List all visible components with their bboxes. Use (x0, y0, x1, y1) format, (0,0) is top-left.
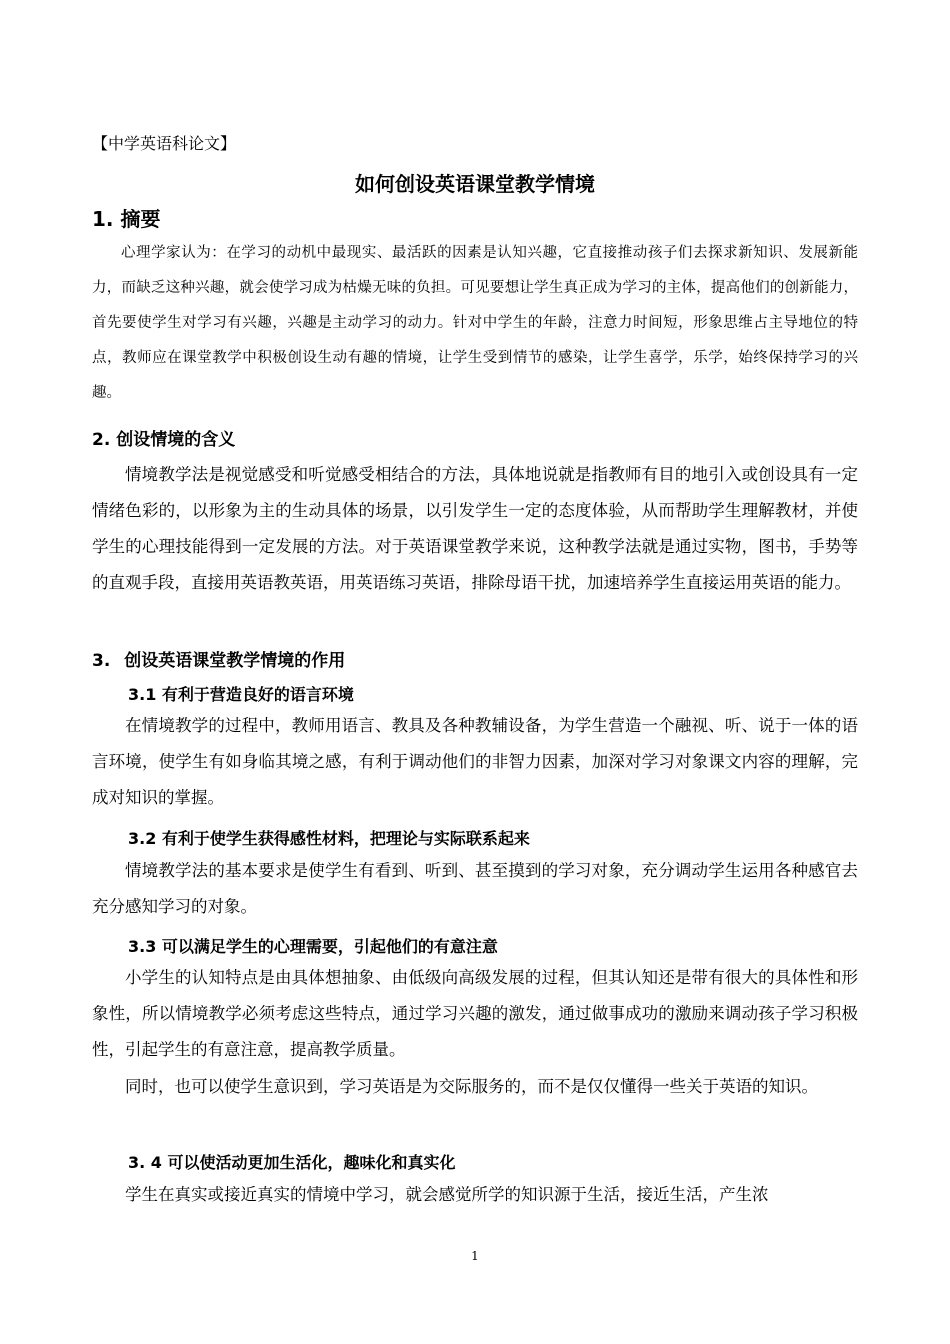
section-2-paragraph: 情境教学法是视觉感受和听觉感受相结合的方法，具体地说就是指教师有目的地引入或创设具有一定情绪色彩的，以形象为主的生动具体的场景，以引发学生一定的态度体验，从而帮助学生理解教材，并使学生的心理技能得到一定发展的方法。对于英语课堂教学来说，这种教学法就是通过实物，图书，手势等的直观手段，直接用英语教英语，用英语练习英语，排除母语干扰，加速培养学生直接运用英语的能力。 (92, 465, 858, 592)
subsection-3-4-paragraph: 学生在真实或接近真实的情境中学习，就会感觉所学的知识源于生活，接近生活，产生浓 (125, 1185, 769, 1204)
section-3-title: 创设英语课堂教学情境的作用 (124, 651, 346, 671)
subsection-3-4-heading: 3. 4 可以使活动更加生活化，趣味化和真实化 (128, 1153, 456, 1172)
section-3-number: 3. (92, 651, 111, 671)
subsection-3-2-heading: 3.2 有利于使学生获得感性材料，把理论与实际联系起来 (128, 829, 530, 848)
paper-category-tag: 【中学英语科论文】 (92, 134, 237, 153)
section-2-heading: 2. 创设情境的含义 (92, 430, 236, 450)
document-title: 如何创设英语课堂教学情境 (355, 172, 595, 196)
section-3-heading (92, 646, 345, 671)
subsection-3-2-paragraph: 情境教学法的基本要求是使学生有看到、听到、甚至摸到的学习对象，充分调动学生运用各种感官去充分感知学习的对象。 (92, 861, 858, 916)
subsection-3-3-paragraph-2: 同时，也可以使学生意识到，学习英语是为交际服务的，而不是仅仅懂得一些关于英语的知识。 (125, 1077, 818, 1096)
section-1-abstract: 心理学家认为：在学习的动机中最现实、最活跃的因素是认知兴趣，它直接推动孩子们去探求新知识、发展新能力，而缺乏这种兴趣，就会使学习成为枯燥无味的负担。可见要想让学生真正成为学习的主体，提高他们的创新能力，首先要使学生对学习有兴趣，兴趣是主动学习的动力。针对中学生的年龄，注意力时间短，形象思维占主导地位的特点，教师应在课堂教学中积极创设生动有趣的情境，让学生受到情节的感染，让学生喜学，乐学，始终保持学习的兴趣。 (92, 245, 858, 401)
section-1-heading: 1. 摘要 (92, 207, 161, 231)
subsection-3-1-heading: 3.1 有利于营造良好的语言环境 (128, 685, 354, 704)
page-number: 1 (471, 1249, 479, 1263)
subsection-3-1-paragraph: 在情境教学的过程中，教师用语言、教具及各种教辅设备，为学生营造一个融视、听、说于一体的语言环境，使学生有如身临其境之感，有利于调动他们的非智力因素，加深对学习对象课文内容的理解，完成对知识的掌握。 (92, 716, 858, 807)
subsection-3-3-heading: 3.3 可以满足学生的心理需要，引起他们的有意注意 (128, 937, 498, 956)
subsection-3-3-paragraph: 小学生的认知特点是由具体想抽象、由低级向高级发展的过程，但其认知还是带有很大的具体性和形象性，所以情境教学必须考虑这些特点，通过学习兴趣的激发，通过做事成功的激励来调动孩子学习积极性，引起学生的有意注意，提高教学质量。 (92, 968, 858, 1059)
